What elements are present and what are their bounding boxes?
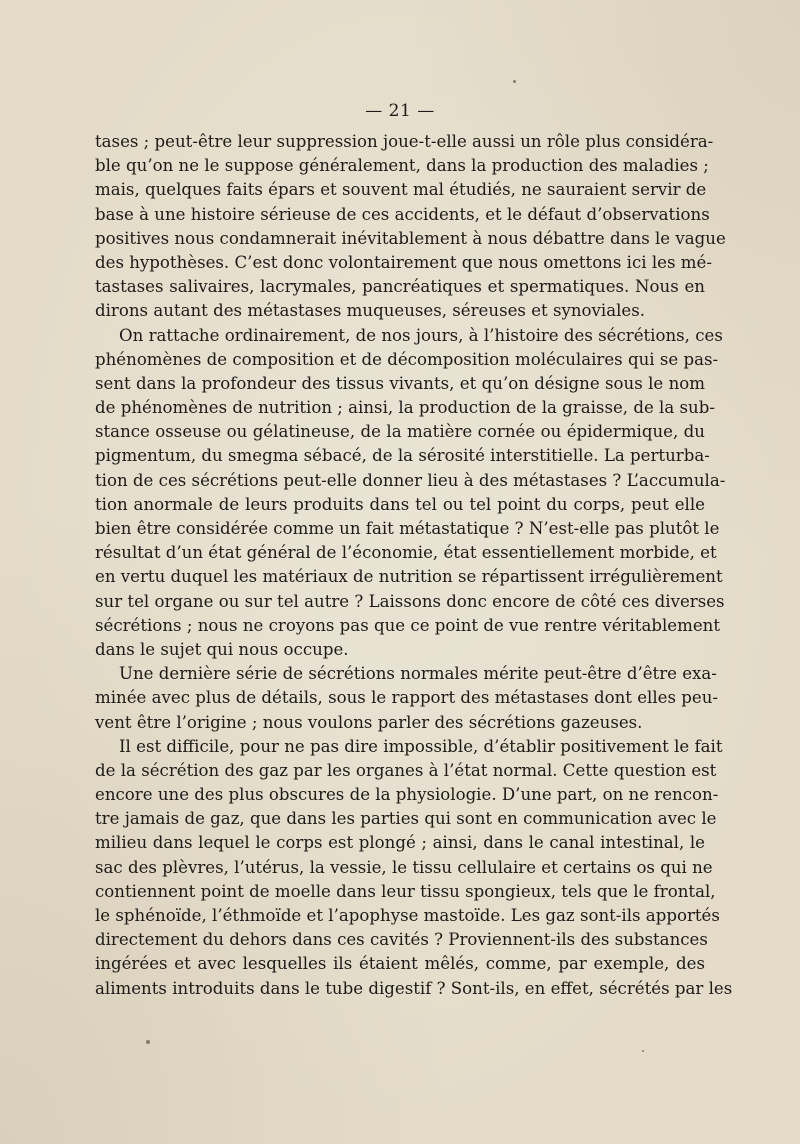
text-line: dans le sujet qui nous occupe. <box>95 639 349 659</box>
text-line: directement du dehors dans ces cavités ? Proviennent-ils des substances <box>95 930 708 950</box>
text-line: mais, quelques faits épars et souvent mal étudiés, ne sauraient servir de <box>95 180 707 200</box>
text-line: dirons autant des métastases muqueuses, séreuses et synoviales. <box>95 301 646 321</box>
paragraph-start-line: Une dernière série de sécrétions normales mérite peut-être d’être exa- <box>119 664 717 684</box>
text-line: de phénomènes de nutrition ; ainsi, la production de la graisse, de la sub- <box>95 398 715 418</box>
paragraph-start-line: On rattache ordinairement, de nos jours, à l’histoire des sécrétions, ces <box>119 325 723 345</box>
text-line: sécrétions ; nous ne croyons pas que ce point de vue rentre véritablement <box>95 615 720 635</box>
text-line: vent être l’origine ; nous voulons parler des sécrétions gazeuses. <box>95 712 643 732</box>
text-line: sac des plèvres, l’utérus, la vessie, le tissu cellulaire et certains os qui ne <box>95 857 713 877</box>
text-line: tion de ces sécrétions peut-elle donner lieu à des métastases ? L’accumula- <box>95 470 726 490</box>
text-line: sent dans la profondeur des tissus vivants, et qu’on désigne sous le nom <box>95 373 705 393</box>
text-line: phénomènes de composition et de décomposition moléculaires qui se pas- <box>95 349 719 369</box>
paper-speck <box>513 80 516 83</box>
text-line: tre jamais de gaz, que dans les parties qui sont en communication avec le <box>95 809 717 829</box>
text-line: pigmentum, du smegma sébacé, de la sérosité interstitielle. La perturba- <box>95 446 710 466</box>
text-line: bien être considérée comme un fait métastatique ? N’est-elle pas plutôt le <box>95 519 720 538</box>
text-line: de la sécrétion des gaz par les organes à l’état normal. Cette question est <box>95 760 717 780</box>
text-line: stance osseuse ou gélatineuse, de la matière cornée ou épidermique, du <box>95 422 705 442</box>
text-line: aliments introduits dans le tube digestif ? Sont-ils, en effet, sécrétés par les <box>95 978 733 998</box>
text-line: contiennent point de moelle dans leur tissu spongieux, tels que le frontal, <box>95 881 716 901</box>
text-line: sur tel organe ou sur tel autre ? Laissons donc encore de côté ces diverses <box>95 591 725 611</box>
text-line: positives nous condamnerait inévitablement à nous débattre dans le vague <box>95 228 726 248</box>
text-line: le sphénoïde, l’éthmoïde et l’apophyse mastoïde. Les gaz sont-ils apportés <box>95 906 720 925</box>
text-line: des hypothèses. C’est donc volontairement que nous omettons ici les mé- <box>95 252 712 272</box>
text-line: tases ; peut-être leur suppression joue-t-elle aussi un rôle plus considéra- <box>95 132 714 151</box>
paper-speck <box>146 1040 150 1044</box>
paragraph-start-line: Il est difficile, pour ne pas dire impossible, d’établir positivement le fait <box>119 736 723 756</box>
text-line: en vertu duquel les matériaux de nutrition se répartissent irrégulièrement <box>95 567 723 587</box>
text-line: minée avec plus de détails, sous le rapport des métastases dont elles peu- <box>95 688 719 708</box>
text-line: base à une histoire sérieuse de ces accidents, et le défaut d’observations <box>95 204 710 224</box>
text-line: ingérées et avec lesquelles ils étaient mêlés, comme, par exemple, des <box>95 954 705 974</box>
text-line: tastases salivaires, lacrymales, pancréatiques et spermatiques. Nous en <box>95 277 705 297</box>
text-line: résultat d’un état général de l’économie, état essentiellement morbide, et <box>95 543 717 563</box>
text-line: tion anormale de leurs produits dans tel ou tel point du corps, peut elle <box>95 494 705 514</box>
text-line: encore une des plus obscures de la physiologie. D’une part, on ne rencon- <box>95 785 719 805</box>
page-number: — 21 — <box>365 101 435 121</box>
text-line: ble qu’on ne le suppose généralement, dans la production des maladies ; <box>95 156 709 176</box>
body-text <box>95 130 733 1001</box>
text-line: milieu dans lequel le corps est plongé ; ainsi, dans le canal intestinal, le <box>95 833 705 853</box>
paper-speck <box>642 1050 644 1052</box>
